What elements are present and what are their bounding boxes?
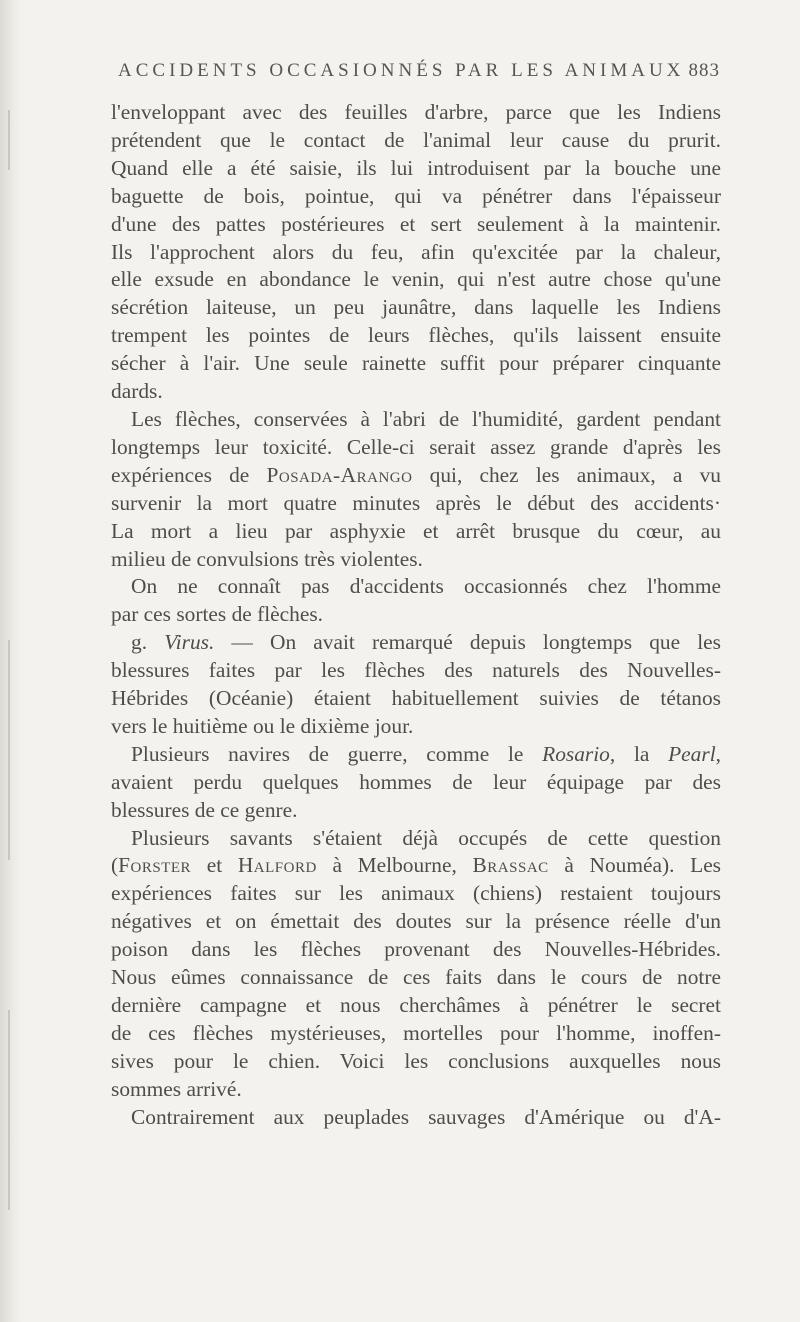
text-fragment: expériences de (111, 462, 267, 487)
text-fragment: Plusieurs navires de guerre, comme le (131, 741, 543, 766)
page-header (118, 60, 720, 90)
text-line (111, 462, 721, 490)
text-fragment: ( (111, 853, 119, 878)
text-line: expériences faites sur les animaux (chiens) restaient toujours (111, 881, 721, 906)
author-name: Halford (237, 853, 317, 878)
text-line: baguette de bois, pointue, qui va pénétrer dans l'épaisseur (111, 183, 721, 208)
text-line: sives pour le chien. Voici les conclusions auxquelles nous (111, 1048, 721, 1073)
text-fragment: qui, chez les animaux, a vu (412, 462, 721, 487)
text-line: Hébrides (Océanie) étaient habituellement suivies de tétanos (111, 686, 721, 711)
page-edge-mark (8, 1010, 10, 1210)
text-line: vers le huitième ou le dixième jour. (111, 713, 414, 738)
text-line: sécrétion laiteuse, un peu jaunâtre, dans laquelle les Indiens (111, 295, 721, 320)
text-line: Ils l'approchent alors du feu, afin qu'excitée par la chaleur, (111, 239, 721, 264)
text-line (111, 852, 721, 880)
text-fragment: et (191, 853, 238, 878)
text-line: On ne connaît pas d'accidents occasionnés chez l'homme (131, 574, 721, 599)
text-line: longtemps leur toxicité. Celle-ci serait assez grande d'après les (111, 434, 721, 459)
text-line (111, 629, 721, 657)
text-line: Contrairement aux peuplades sauvages d'Amérique ou d'A- (131, 1104, 721, 1129)
text-fragment: à Melbourne, (316, 853, 473, 878)
text-line: survenir la mort quatre minutes après le début des accidents· (111, 490, 721, 515)
page-gutter-shadow (0, 0, 22, 1322)
text-line: Quand elle a été saisie, ils lui introduisent par la bouche une (111, 155, 721, 180)
section-label: g. (131, 630, 148, 655)
text-line: Les flèches, conservées à l'abri de l'humidité, gardent pendant (131, 406, 721, 431)
text-fragment: , (715, 741, 721, 766)
text-line: dernière campagne et nous cherchâmes à pénétrer le secret (111, 993, 721, 1017)
text-line: d'une des pattes postérieures et sert seulement à la maintenir. (111, 211, 721, 236)
text-line: par ces sortes de flèches. (111, 602, 324, 627)
text-line: négatives et on émettait des doutes sur la présence réelle d'un (111, 909, 721, 934)
page-edge-mark (8, 640, 10, 860)
text-line: La mort a lieu par asphyxie et arrêt brusque du cœur, au (111, 518, 721, 543)
author-name: Posada-Arango (266, 462, 413, 487)
text-line: avaient perdu quelques hommes de leur équipage par des (111, 769, 721, 794)
author-name: Brassac (472, 853, 549, 878)
text-line (111, 741, 721, 769)
text-line: trempent les pointes de leurs flèches, qu'ils laissent ensuite (111, 323, 721, 348)
page-number: 883 (688, 60, 720, 81)
section-term: Virus. (164, 630, 215, 655)
text-line: milieu de convulsions très violentes. (111, 546, 423, 571)
text-line: Nous eûmes connaissance de ces faits dans le cours de notre (111, 965, 721, 990)
text-line: elle exsude en abondance le venin, qui n'est autre chose qu'une (111, 267, 721, 292)
text-line: blessures de ce genre. (111, 797, 298, 822)
body-text (111, 99, 721, 1132)
ship-name: Pearl (668, 741, 716, 766)
text-fragment: , la (609, 741, 669, 766)
text-fragment: à Nouméa). Les (548, 853, 722, 878)
text-line: sécher à l'air. Une seule rainette suffit pour préparer cinquante (111, 351, 721, 376)
text-line: de ces flèches mystérieuses, mortelles pour l'homme, inoffen- (111, 1020, 721, 1045)
text-line: dards. (111, 379, 163, 404)
ship-name: Rosario (542, 741, 610, 766)
running-title: ACCIDENTS OCCASIONNÉS PAR LES ANIMAUX (118, 60, 685, 81)
text-line: poison dans les flèches provenant des Nouvelles-Hébrides. (111, 937, 721, 962)
text-line: prétendent que le contact de l'animal leur cause du prurit. (111, 127, 721, 152)
text-line: l'enveloppant avec des feuilles d'arbre, parce que les Indiens (111, 100, 721, 124)
text-line: blessures faites par les flèches des naturels des Nouvelles- (111, 658, 721, 683)
page-edge-mark (8, 110, 10, 170)
text-line: sommes arrivé. (111, 1076, 242, 1101)
author-name: Forster (118, 853, 192, 878)
text-line: Plusieurs savants s'étaient déjà occupés de cette question (131, 825, 721, 850)
text-fragment: — On avait remarqué depuis longtemps que les (214, 630, 721, 655)
